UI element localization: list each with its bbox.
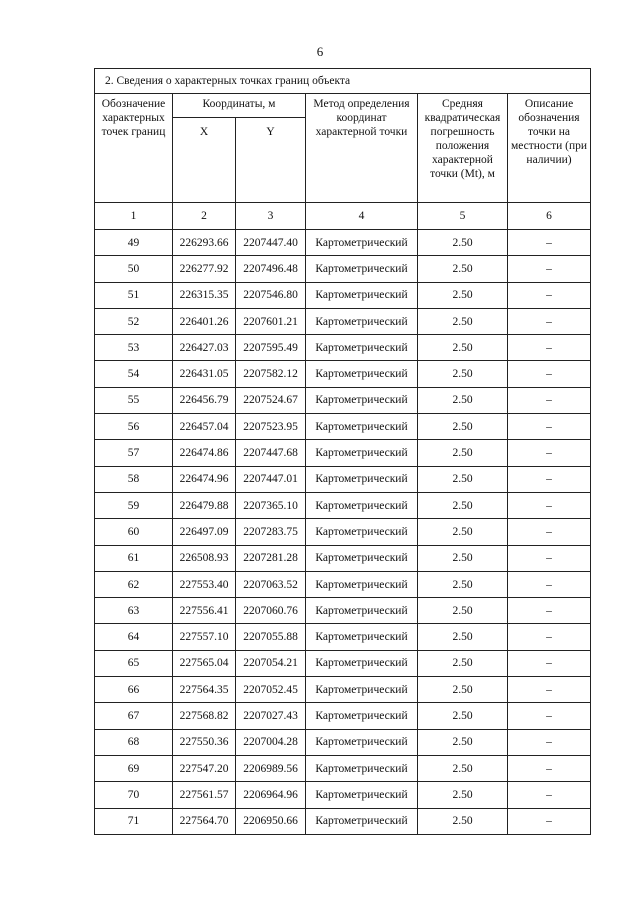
mean-error-cell: 2.50 <box>418 703 508 729</box>
point-id-cell: 59 <box>95 492 173 518</box>
x-coordinate-cell: 226456.79 <box>173 387 236 413</box>
description-cell: – <box>508 624 591 650</box>
x-coordinate-cell: 227565.04 <box>173 650 236 676</box>
point-id-cell: 71 <box>95 808 173 834</box>
point-id-cell: 63 <box>95 598 173 624</box>
x-coordinate-cell: 226277.92 <box>173 256 236 282</box>
y-coordinate-cell: 2207447.40 <box>236 230 306 256</box>
x-coordinate-cell: 226431.05 <box>173 361 236 387</box>
column-number: 5 <box>418 203 508 230</box>
page-number: 6 <box>316 44 324 59</box>
header-point-designation: Обозначение характерных точек границ <box>95 94 173 203</box>
method-cell: Картометрический <box>306 598 418 624</box>
x-coordinate-cell: 227561.57 <box>173 782 236 808</box>
table-row <box>95 230 591 256</box>
y-coordinate-cell: 2207004.28 <box>236 729 306 755</box>
table-row <box>95 414 591 440</box>
point-id-cell: 61 <box>95 545 173 571</box>
mean-error-cell: 2.50 <box>418 571 508 597</box>
description-cell: – <box>508 256 591 282</box>
column-number: 1 <box>95 203 173 230</box>
mean-error-cell: 2.50 <box>418 598 508 624</box>
method-cell: Картометрический <box>306 519 418 545</box>
description-cell: – <box>508 335 591 361</box>
method-cell: Картометрический <box>306 230 418 256</box>
point-id-cell: 68 <box>95 729 173 755</box>
table-row <box>95 755 591 781</box>
mean-error-cell: 2.50 <box>418 282 508 308</box>
column-number: 4 <box>306 203 418 230</box>
header-coordinates: Координаты, м <box>173 94 306 118</box>
point-id-cell: 66 <box>95 677 173 703</box>
mean-error-cell: 2.50 <box>418 545 508 571</box>
x-coordinate-cell: 226474.86 <box>173 440 236 466</box>
column-number: 2 <box>173 203 236 230</box>
method-cell: Картометрический <box>306 414 418 440</box>
mean-error-cell: 2.50 <box>418 361 508 387</box>
table-row <box>95 703 591 729</box>
table-row <box>95 808 591 834</box>
description-cell: – <box>508 414 591 440</box>
table-row <box>95 650 591 676</box>
table-row <box>95 492 591 518</box>
point-id-cell: 60 <box>95 519 173 545</box>
mean-error-cell: 2.50 <box>418 440 508 466</box>
description-cell: – <box>508 519 591 545</box>
table-row <box>95 387 591 413</box>
point-id-cell: 57 <box>95 440 173 466</box>
description-cell: – <box>508 282 591 308</box>
x-coordinate-cell: 227564.70 <box>173 808 236 834</box>
y-coordinate-cell: 2207524.67 <box>236 387 306 413</box>
x-coordinate-cell: 227564.35 <box>173 677 236 703</box>
x-coordinate-cell: 227547.20 <box>173 755 236 781</box>
description-cell: – <box>508 755 591 781</box>
x-coordinate-cell: 227556.41 <box>173 598 236 624</box>
method-cell: Картометрический <box>306 545 418 571</box>
point-id-cell: 65 <box>95 650 173 676</box>
mean-error-cell: 2.50 <box>418 387 508 413</box>
mean-error-cell: 2.50 <box>418 782 508 808</box>
point-id-cell: 52 <box>95 308 173 334</box>
y-coordinate-cell: 2207496.48 <box>236 256 306 282</box>
description-cell: – <box>508 782 591 808</box>
description-cell: – <box>508 808 591 834</box>
mean-error-cell: 2.50 <box>418 755 508 781</box>
method-cell: Картометрический <box>306 808 418 834</box>
y-coordinate-cell: 2206964.96 <box>236 782 306 808</box>
method-cell: Картометрический <box>306 466 418 492</box>
y-coordinate-cell: 2207052.45 <box>236 677 306 703</box>
table-row <box>95 677 591 703</box>
y-coordinate-cell: 2206950.66 <box>236 808 306 834</box>
y-coordinate-cell: 2207054.21 <box>236 650 306 676</box>
y-coordinate-cell: 2207063.52 <box>236 571 306 597</box>
y-coordinate-cell: 2207027.43 <box>236 703 306 729</box>
y-coordinate-cell: 2207582.12 <box>236 361 306 387</box>
mean-error-cell: 2.50 <box>418 729 508 755</box>
table-row <box>95 624 591 650</box>
method-cell: Картометрический <box>306 650 418 676</box>
column-number: 3 <box>236 203 306 230</box>
method-cell: Картометрический <box>306 440 418 466</box>
point-id-cell: 58 <box>95 466 173 492</box>
point-id-cell: 54 <box>95 361 173 387</box>
x-coordinate-cell: 227557.10 <box>173 624 236 650</box>
method-cell: Картометрический <box>306 703 418 729</box>
mean-error-cell: 2.50 <box>418 414 508 440</box>
y-coordinate-cell: 2206989.56 <box>236 755 306 781</box>
mean-error-cell: 2.50 <box>418 650 508 676</box>
description-cell: – <box>508 308 591 334</box>
table-row <box>95 571 591 597</box>
point-id-cell: 51 <box>95 282 173 308</box>
boundary-points-table <box>94 68 591 835</box>
mean-error-cell: 2.50 <box>418 335 508 361</box>
method-cell: Картометрический <box>306 256 418 282</box>
table-row <box>95 361 591 387</box>
table-row <box>95 519 591 545</box>
mean-error-cell: 2.50 <box>418 230 508 256</box>
x-coordinate-cell: 226474.96 <box>173 466 236 492</box>
y-coordinate-cell: 2207365.10 <box>236 492 306 518</box>
table-row <box>95 466 591 492</box>
y-coordinate-cell: 2207281.28 <box>236 545 306 571</box>
point-id-cell: 62 <box>95 571 173 597</box>
y-coordinate-cell: 2207601.21 <box>236 308 306 334</box>
method-cell: Картометрический <box>306 308 418 334</box>
point-id-cell: 64 <box>95 624 173 650</box>
description-cell: – <box>508 387 591 413</box>
mean-error-cell: 2.50 <box>418 308 508 334</box>
y-coordinate-cell: 2207523.95 <box>236 414 306 440</box>
x-coordinate-cell: 226401.26 <box>173 308 236 334</box>
header-x: X <box>173 118 236 203</box>
description-cell: – <box>508 545 591 571</box>
method-cell: Картометрический <box>306 729 418 755</box>
method-cell: Картометрический <box>306 387 418 413</box>
table-row <box>95 598 591 624</box>
x-coordinate-cell: 226497.09 <box>173 519 236 545</box>
y-coordinate-cell: 2207447.68 <box>236 440 306 466</box>
point-id-cell: 56 <box>95 414 173 440</box>
description-cell: – <box>508 598 591 624</box>
x-coordinate-cell: 226457.04 <box>173 414 236 440</box>
method-cell: Картометрический <box>306 782 418 808</box>
method-cell: Картометрический <box>306 755 418 781</box>
table-row <box>95 782 591 808</box>
mean-error-cell: 2.50 <box>418 519 508 545</box>
table-row <box>95 308 591 334</box>
method-cell: Картометрический <box>306 677 418 703</box>
table-row <box>95 256 591 282</box>
table-row <box>95 545 591 571</box>
header-y: Y <box>236 118 306 203</box>
description-cell: – <box>508 729 591 755</box>
point-id-cell: 67 <box>95 703 173 729</box>
x-coordinate-cell: 226293.66 <box>173 230 236 256</box>
method-cell: Картометрический <box>306 282 418 308</box>
description-cell: – <box>508 440 591 466</box>
header-mean-error: Средняя квадратическая погрешность положения характерной точки (Mt), м <box>418 94 508 203</box>
table-body <box>95 230 591 835</box>
x-coordinate-cell: 227553.40 <box>173 571 236 597</box>
mean-error-cell: 2.50 <box>418 256 508 282</box>
table-row <box>95 282 591 308</box>
description-cell: – <box>508 492 591 518</box>
mean-error-cell: 2.50 <box>418 466 508 492</box>
y-coordinate-cell: 2207447.01 <box>236 466 306 492</box>
mean-error-cell: 2.50 <box>418 808 508 834</box>
x-coordinate-cell: 227568.82 <box>173 703 236 729</box>
header-method: Метод определения координат характерной точки <box>306 94 418 203</box>
description-cell: – <box>508 571 591 597</box>
table-row <box>95 440 591 466</box>
point-id-cell: 70 <box>95 782 173 808</box>
point-id-cell: 50 <box>95 256 173 282</box>
description-cell: – <box>508 650 591 676</box>
method-cell: Картометрический <box>306 335 418 361</box>
point-id-cell: 55 <box>95 387 173 413</box>
point-id-cell: 53 <box>95 335 173 361</box>
y-coordinate-cell: 2207283.75 <box>236 519 306 545</box>
y-coordinate-cell: 2207060.76 <box>236 598 306 624</box>
table-row <box>95 335 591 361</box>
y-coordinate-cell: 2207546.80 <box>236 282 306 308</box>
x-coordinate-cell: 226315.35 <box>173 282 236 308</box>
x-coordinate-cell: 226427.03 <box>173 335 236 361</box>
description-cell: – <box>508 361 591 387</box>
column-number: 6 <box>508 203 591 230</box>
method-cell: Картометрический <box>306 361 418 387</box>
description-cell: – <box>508 703 591 729</box>
point-id-cell: 49 <box>95 230 173 256</box>
x-coordinate-cell: 226508.93 <box>173 545 236 571</box>
mean-error-cell: 2.50 <box>418 677 508 703</box>
y-coordinate-cell: 2207055.88 <box>236 624 306 650</box>
x-coordinate-cell: 226479.88 <box>173 492 236 518</box>
method-cell: Картометрический <box>306 492 418 518</box>
x-coordinate-cell: 227550.36 <box>173 729 236 755</box>
mean-error-cell: 2.50 <box>418 624 508 650</box>
table-row <box>95 729 591 755</box>
method-cell: Картометрический <box>306 624 418 650</box>
column-numbers-row <box>95 203 591 230</box>
description-cell: – <box>508 677 591 703</box>
point-id-cell: 69 <box>95 755 173 781</box>
description-cell: – <box>508 466 591 492</box>
description-cell: – <box>508 230 591 256</box>
section-title: 2. Сведения о характерных точках границ объекта <box>95 69 591 94</box>
header-description: Описание обозначения точки на местности (при наличии) <box>508 94 591 203</box>
method-cell: Картометрический <box>306 571 418 597</box>
mean-error-cell: 2.50 <box>418 492 508 518</box>
y-coordinate-cell: 2207595.49 <box>236 335 306 361</box>
